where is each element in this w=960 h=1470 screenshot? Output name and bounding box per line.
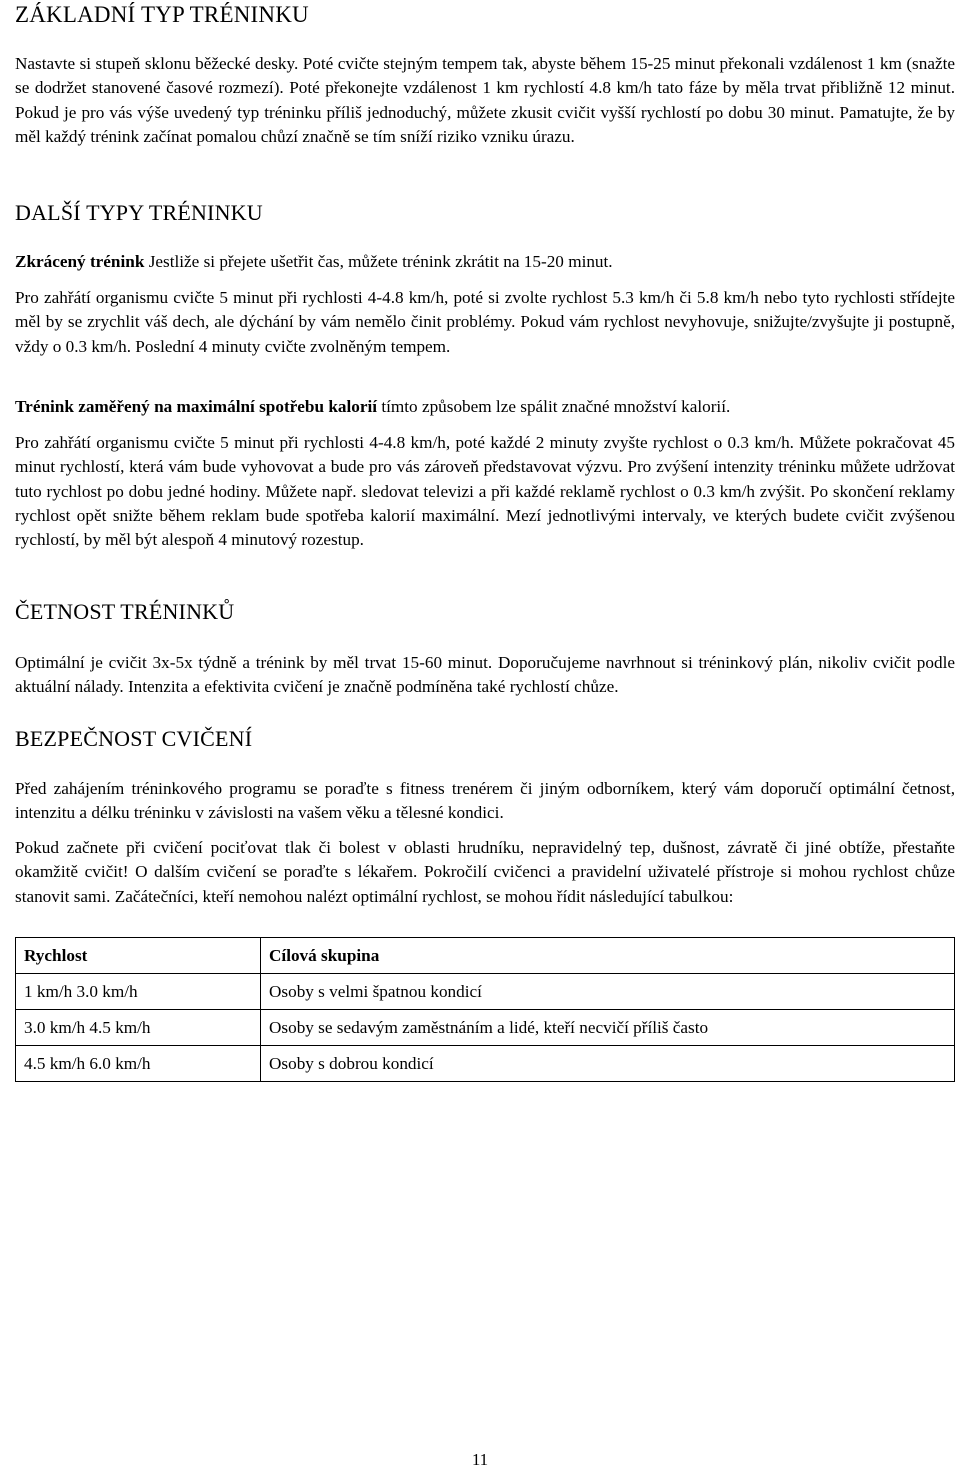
table-header-row xyxy=(16,938,955,974)
short-training-text: Jestliže si přejete ušetřit čas, můžete trénink zkrátit na 15-20 minut. xyxy=(144,252,613,271)
paragraph-safety-1: Před zahájením tréninkového programu se poraďte s fitness trenérem či jiným odborníkem, který vám doporučí optimální četnost, intenzitu a délku tréninku v závislosti na vašem věku a tělesné kondici. xyxy=(15,779,955,823)
paragraph-basic: Nastavte si stupeň sklonu běžecké desky. Poté cvičte stejným tempem tak, abyste během 15-25 minut překonali vzdálenost 1 km (snažte se dodržet stanovené časové rozmezí). Poté překonejte vzdálenost 1 km rychlostí 4.8 km/h tato fáze by měla trvat přibližně 12 minut. Pokud je pro vás výše uvedený typ tréninku příliš jednoduchý, můžete zkusit cvičit vyšší rychlostí po dobu 30 minut. Pamatujte, že by měl každý trénink začínat pomalou chůzí značně se tím sníží riziko vzniku úrazu. xyxy=(15,54,955,146)
speed-table xyxy=(15,937,955,1082)
table-cell-target: Osoby s dobrou kondicí xyxy=(261,1046,955,1082)
table-cell-speed: 1 km/h 3.0 km/h xyxy=(16,974,261,1010)
table-row xyxy=(16,1010,955,1046)
table-header-target: Cílová skupina xyxy=(261,938,955,974)
table-cell-target: Osoby s velmi špatnou kondicí xyxy=(261,974,955,1010)
table-row xyxy=(16,974,955,1010)
section-title-basic: ZÁKLADNÍ TYP TRÉNINKU xyxy=(15,2,309,27)
table-cell-speed: 4.5 km/h 6.0 km/h xyxy=(16,1046,261,1082)
paragraph-short-intro xyxy=(15,250,955,274)
paragraph-calorie-intro xyxy=(15,395,955,419)
paragraph-safety-2: Pokud začnete při cvičení pociťovat tlak či bolest v oblasti hrudníku, nepravidelný tep, dušnost, závratě či jiné obtíže, přestaňte okamžitě cvičit! O dalším cvičení se poraďte s lékařem. Pokročilí cvičenci a pravidelní uživatelé přístroje si mohou rychlost chůze stanovit sami. Začátečníci, kteří nemohou nalézt optimální rychlost, se mohou řídit následující tabulkou: xyxy=(15,838,955,906)
calorie-training-text: tímto způsobem lze spálit značné množství kalorií. xyxy=(377,397,731,416)
table-row xyxy=(16,1046,955,1082)
table-cell-speed: 3.0 km/h 4.5 km/h xyxy=(16,1010,261,1046)
table-header-speed: Rychlost xyxy=(16,938,261,974)
paragraph-calorie: Pro zahřátí organismu cvičte 5 minut při rychlosti 4-4.8 km/h, poté každé 2 minuty zvyšte rychlost o 0.3 km/h. Můžete pokračovat 45 minut rychlostí, která vám bude vyhovovat a bude pro vás zároveň představovat výzvu. Pro zvýšení intenzity tréninku můžete udržovat tuto rychlost po dobu jedné hodiny. Můžete např. sledovat televizi a při každé reklamě rychlost o 0.3 km/h zvýšit. Po skončení reklamy rychlost opět snižte během reklam bude spotřeba kalorií maximální. Mezí jednotlivými intervaly, ve kterých budete cvičit zvýšenou rychlostí, by měl být alespoň 4 minutový rozestup. xyxy=(15,433,955,550)
paragraph-short: Pro zahřátí organismu cvičte 5 minut při rychlosti 4-4.8 km/h, poté si zvolte rychlost 5.3 km/h či 5.8 km/h nebo tyto rychlosti střídejte měl by se zrychlit váš dech, ale dýchání by vám nemělo činit problémy. Pokud vám rychlost nevyhovuje, snižujte/zvyšujte ji postupně, vždy o 0.3 km/h. Poslední 4 minuty cvičte zvolněným tempem. xyxy=(15,288,955,356)
table-cell-target: Osoby se sedavým zaměstnáním a lidé, kteří necvičí příliš často xyxy=(261,1010,955,1046)
section-title-other: DALŠÍ TYPY TRÉNINKU xyxy=(15,200,263,225)
calorie-training-label: Trénink zaměřený na maximální spotřebu kalorií xyxy=(15,397,378,416)
page-number: 11 xyxy=(471,1450,489,1469)
paragraph-frequency: Optimální je cvičit 3x-5x týdně a trénink by měl trvat 15-60 minut. Doporučujeme navrhnout si tréninkový plán, nikoliv cvičit podle aktuální nálady. Intenzita a efektivita cvičení je značně podmíněna také rychlostí chůze. xyxy=(15,653,955,697)
section-title-safety: BEZPEČNOST CVIČENÍ xyxy=(15,726,253,751)
short-training-label: Zkrácený trénink xyxy=(15,252,145,271)
section-title-frequency: ČETNOST TRÉNINKŮ xyxy=(15,599,235,624)
